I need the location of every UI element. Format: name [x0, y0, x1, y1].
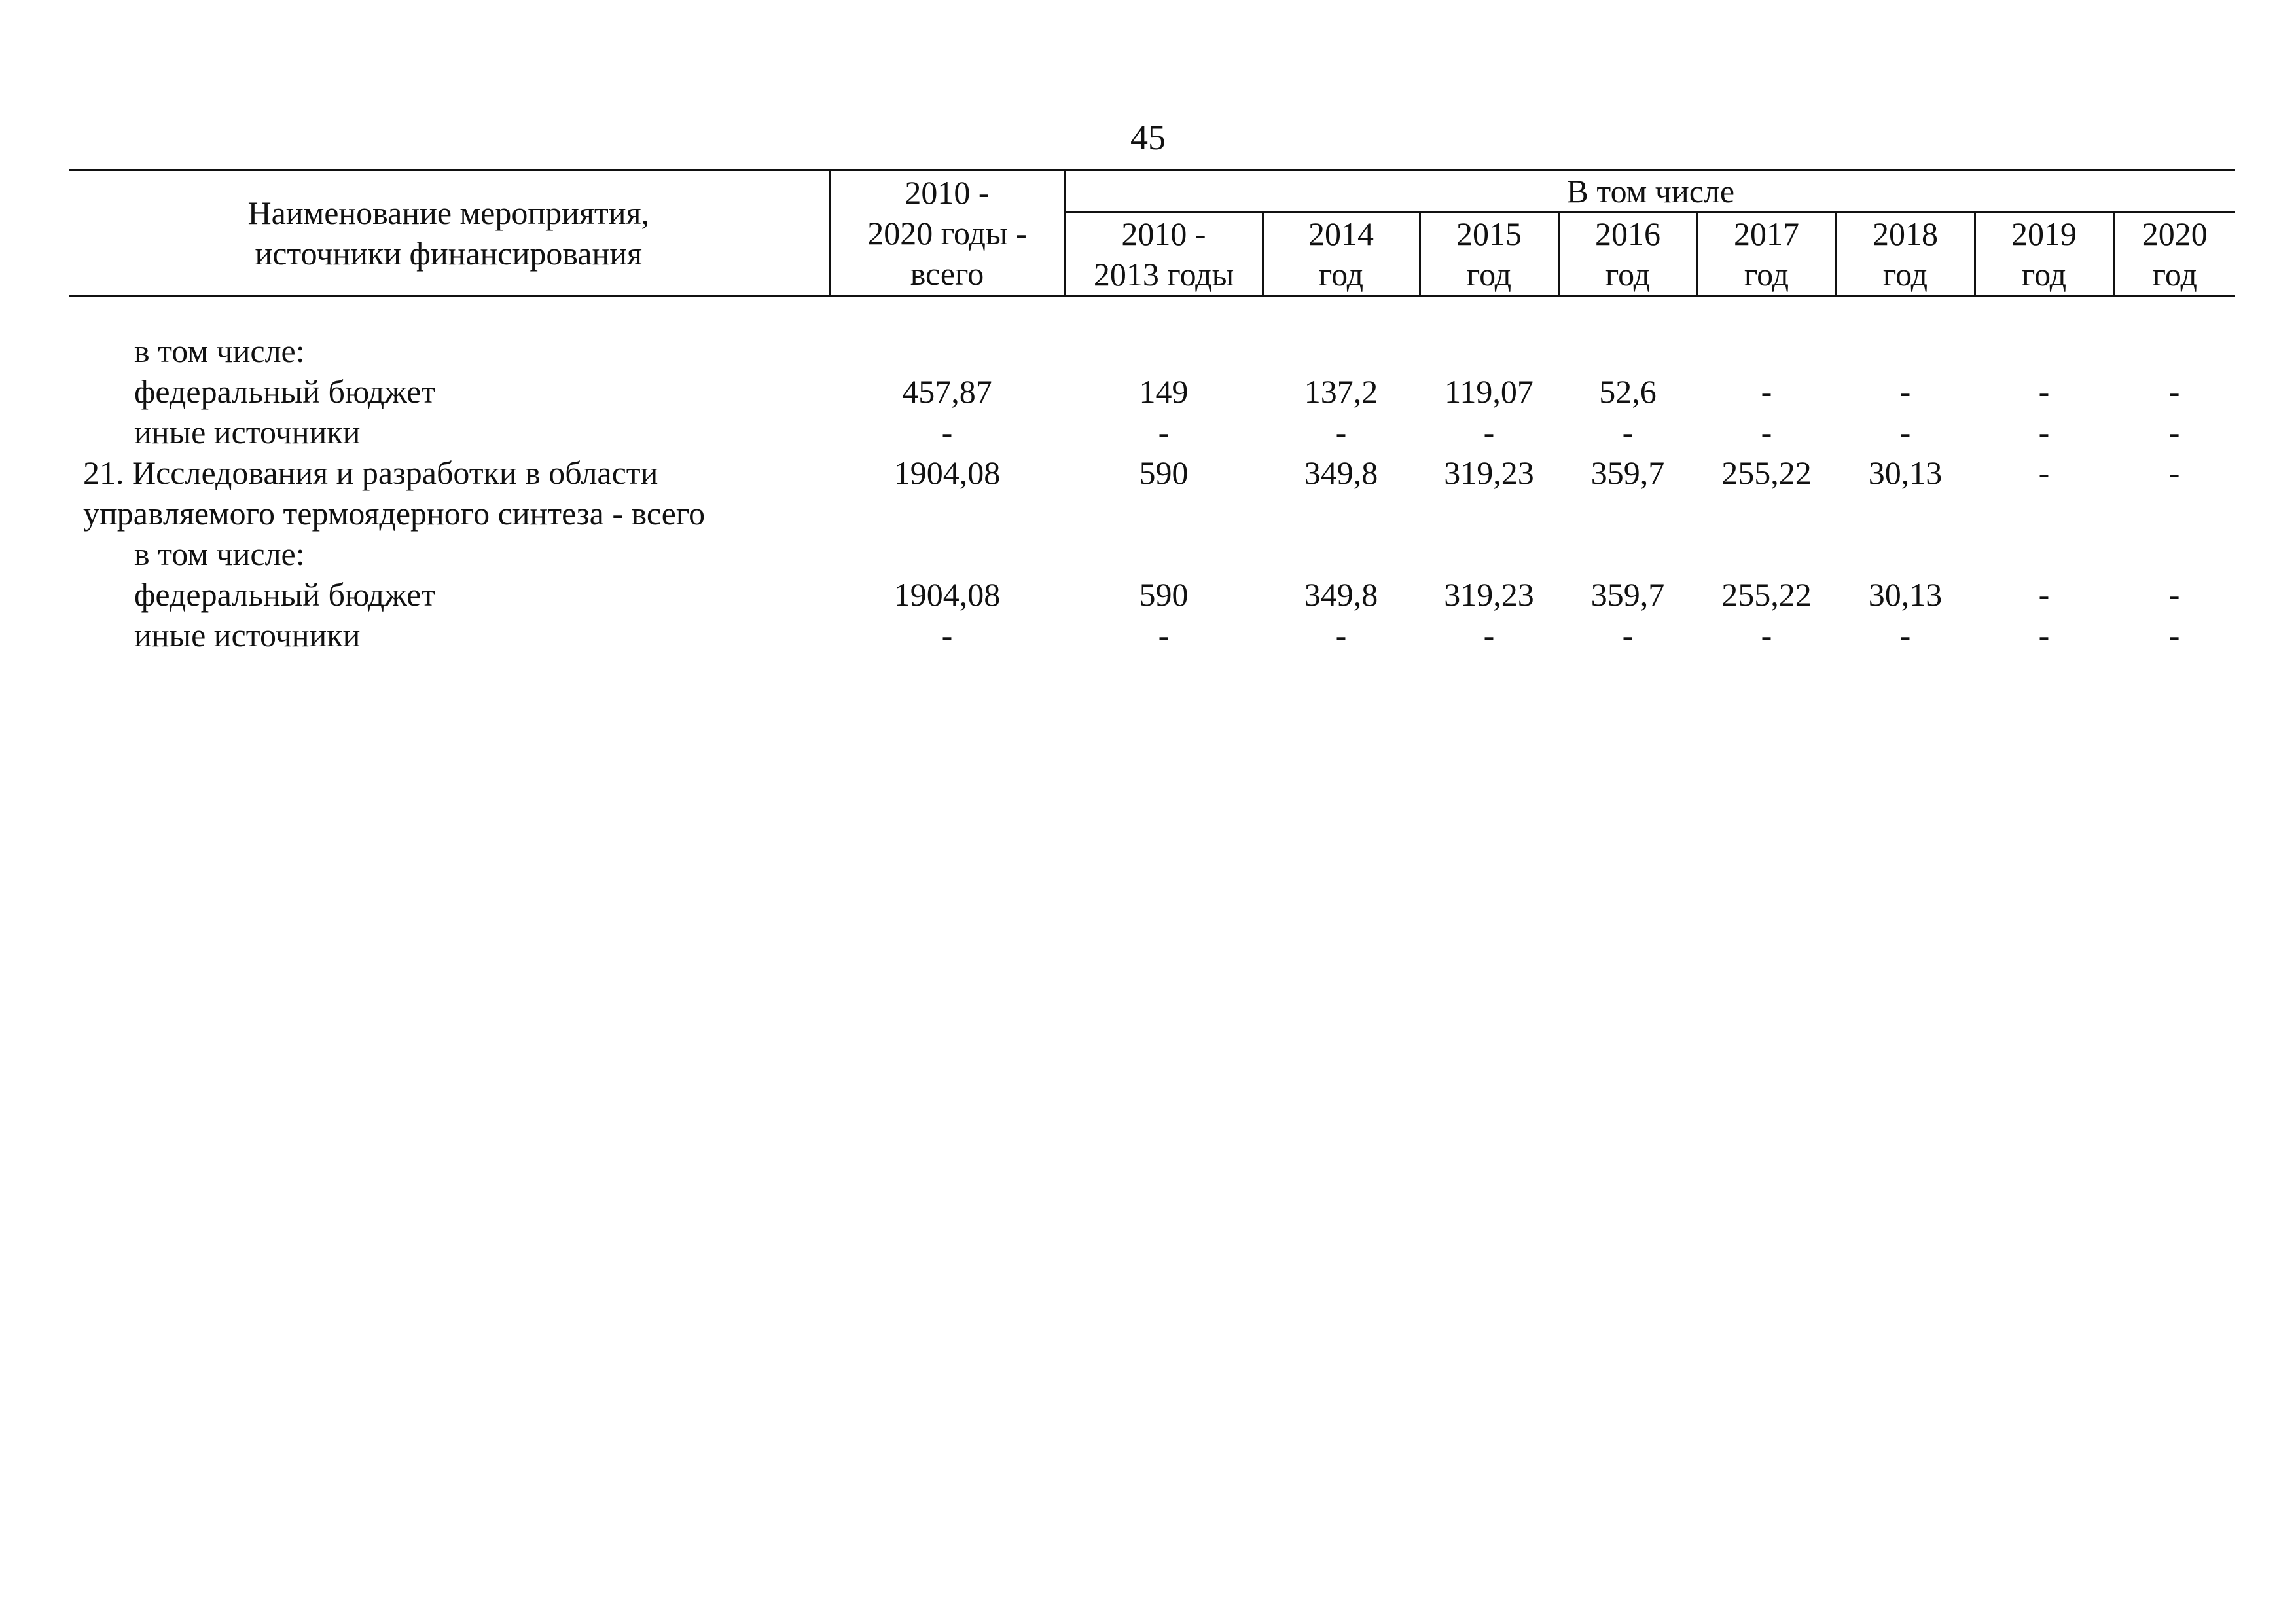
header-year-4: 2017 год: [1697, 213, 1836, 296]
value-cell: -: [1158, 414, 1170, 450]
value-cell: 319,23: [1444, 454, 1534, 491]
value-cell: -: [2038, 576, 2050, 613]
header-year-3: 2016 год: [1558, 213, 1697, 296]
header-year-7: 2020 год: [2113, 213, 2235, 296]
header-year-2: 2015 год: [1420, 213, 1558, 296]
value-cell: 255,22: [1721, 454, 1812, 491]
value-cell: -: [2168, 617, 2180, 653]
value-cell: -: [941, 617, 953, 653]
value-cell: -: [1335, 414, 1347, 450]
value-cell: -: [2168, 414, 2180, 450]
value-cell: -: [1158, 617, 1170, 653]
value-cell: 590: [1139, 454, 1189, 491]
table-row: [69, 371, 2235, 412]
value-cell: -: [1483, 617, 1495, 653]
value-cell: 119,07: [1444, 373, 1534, 410]
value-cell: -: [1761, 373, 1772, 410]
value-cell: 1904,08: [893, 454, 1001, 491]
value-cell: 255,22: [1721, 576, 1812, 613]
value-cell: 1904,08: [893, 576, 1001, 613]
table-row: [69, 452, 2235, 534]
value-cell: -: [2168, 576, 2180, 613]
value-cell: -: [1622, 414, 1634, 450]
header-including: В том числе: [1065, 170, 2235, 213]
value-cell: 149: [1139, 373, 1189, 410]
header-year-5: 2018 год: [1836, 213, 1975, 296]
table-row: [69, 574, 2235, 615]
row-label: иные источники: [134, 617, 361, 653]
header-year-1: 2014 год: [1263, 213, 1420, 296]
table-row: [69, 412, 2235, 452]
value-cell: -: [2168, 454, 2180, 491]
row-label: в том числе:: [134, 536, 305, 572]
value-cell: -: [2038, 617, 2050, 653]
value-cell: -: [941, 414, 953, 450]
value-cell: 349,8: [1304, 576, 1378, 613]
value-cell: -: [2168, 373, 2180, 410]
value-cell: -: [1899, 617, 1911, 653]
value-cell: -: [1899, 414, 1911, 450]
value-cell: 30,13: [1868, 576, 1943, 613]
value-cell: 137,2: [1304, 373, 1378, 410]
value-cell: 319,23: [1444, 576, 1534, 613]
row-label: иные источники: [134, 414, 361, 450]
row-label: федеральный бюджет: [134, 576, 436, 613]
header-year-6: 2019 год: [1975, 213, 2113, 296]
value-cell: 349,8: [1304, 454, 1378, 491]
value-cell: -: [2038, 414, 2050, 450]
page-number: 45: [1130, 118, 1166, 157]
value-cell: -: [1335, 617, 1347, 653]
value-cell: -: [1622, 617, 1634, 653]
value-cell: 52,6: [1599, 373, 1657, 410]
header-total-column: 2010 - 2020 годы - всего: [829, 170, 1065, 296]
row-label: в том числе:: [134, 333, 305, 369]
header-year-0: 2010 - 2013 годы: [1065, 213, 1263, 296]
value-cell: -: [2038, 454, 2050, 491]
value-cell: 359,7: [1590, 576, 1665, 613]
value-cell: 457,87: [902, 373, 992, 410]
row-label: 21. Исследования и разработки в области управляемого термоядерного синтеза - всего: [83, 454, 706, 532]
table-row: [69, 615, 2235, 655]
value-cell: -: [1761, 617, 1772, 653]
value-cell: 30,13: [1868, 454, 1943, 491]
table-row: [69, 534, 2235, 574]
value-cell: 590: [1139, 576, 1189, 613]
value-cell: -: [1761, 414, 1772, 450]
row-label: федеральный бюджет: [134, 373, 436, 410]
value-cell: 359,7: [1590, 454, 1665, 491]
table-row: [69, 331, 2235, 371]
value-cell: -: [2038, 373, 2050, 410]
value-cell: -: [1899, 373, 1911, 410]
value-cell: -: [1483, 414, 1495, 450]
budget-table: [69, 169, 2235, 655]
header-name-column: Наименование мероприятия, источники финансирования: [69, 170, 829, 296]
